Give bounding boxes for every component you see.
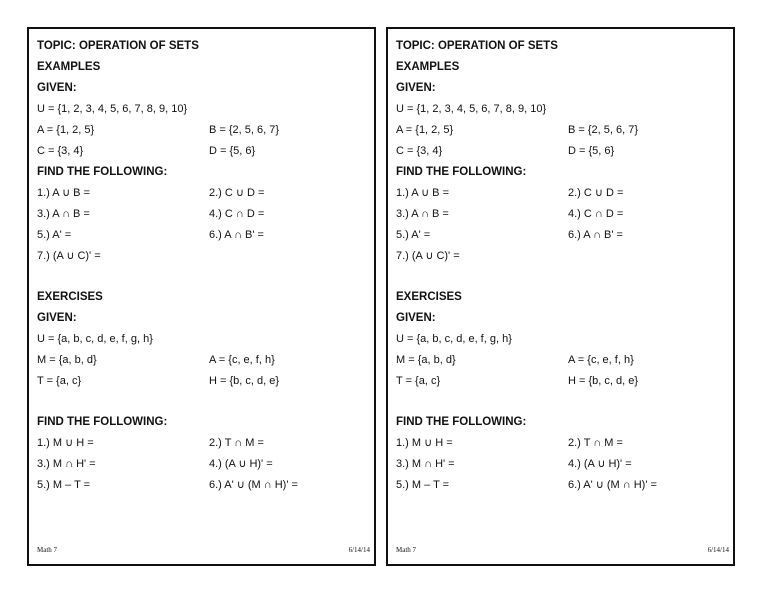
exercise-question: 3.) M ∩ H' = xyxy=(37,458,96,470)
example-question: 7.) (A ∪ C)' = xyxy=(396,250,460,262)
example-question: 5.) A' = xyxy=(37,229,72,241)
example-question: 6.) A ∩ B' = xyxy=(209,229,264,241)
page-left xyxy=(27,27,376,566)
example-question-row xyxy=(37,246,366,267)
find-label: FIND THE FOLLOWING: xyxy=(37,416,168,428)
exercise-question: 2.) T ∩ M = xyxy=(568,437,623,449)
exercise-universe: U = {a, b, c, d, e, f, g, h} xyxy=(37,333,153,345)
exercises-heading: EXERCISES xyxy=(37,291,103,303)
page-content xyxy=(396,36,725,496)
exercise-question: 1.) M ∪ H = xyxy=(37,437,94,449)
footer-course: Math 7 xyxy=(396,546,417,554)
footer-course: Math 7 xyxy=(37,546,58,554)
spacer xyxy=(396,392,725,412)
exercise-question: 4.) (A ∪ H)' = xyxy=(568,458,632,470)
exercise-set-row xyxy=(396,350,725,371)
example-set-row xyxy=(37,141,366,162)
example-question: 5.) A' = xyxy=(396,229,431,241)
example-question-row xyxy=(396,246,725,267)
page-footer xyxy=(37,546,370,554)
exercise-set: M = {a, b, d} xyxy=(37,354,97,366)
exercise-set-row xyxy=(37,350,366,371)
footer-date: 6/14/14 xyxy=(707,546,729,554)
example-question-row xyxy=(37,225,366,246)
spacer xyxy=(37,267,366,287)
exercise-set: H = {b, c, d, e} xyxy=(568,375,639,387)
footer-date: 6/14/14 xyxy=(348,546,370,554)
example-set: D = {5, 6} xyxy=(209,145,256,157)
example-set: A = {1, 2, 5} xyxy=(37,124,95,136)
examples-heading: EXAMPLES xyxy=(396,61,460,73)
find-label: FIND THE FOLLOWING: xyxy=(396,416,527,428)
example-set-row xyxy=(37,120,366,141)
example-universe: U = {1, 2, 3, 4, 5, 6, 7, 8, 9, 10} xyxy=(37,103,188,115)
example-set: C = {3, 4} xyxy=(396,145,443,157)
given-label: GIVEN: xyxy=(37,312,77,324)
exercise-question: 5.) M – T = xyxy=(396,479,450,491)
example-question: 6.) A ∩ B' = xyxy=(568,229,623,241)
example-question-row xyxy=(396,204,725,225)
example-set: D = {5, 6} xyxy=(568,145,615,157)
find-label: FIND THE FOLLOWING: xyxy=(37,166,168,178)
page-right xyxy=(386,27,735,566)
exercise-set-row xyxy=(396,371,725,392)
exercise-set: T = {a, c} xyxy=(37,375,82,387)
exercise-question-row xyxy=(37,475,366,496)
exercise-question: 4.) (A ∪ H)' = xyxy=(209,458,273,470)
example-set: B = {2, 5, 6, 7} xyxy=(209,124,280,136)
example-question: 4.) C ∩ D = xyxy=(568,208,624,220)
example-set: B = {2, 5, 6, 7} xyxy=(568,124,639,136)
exercise-set: H = {b, c, d, e} xyxy=(209,375,280,387)
example-question: 2.) C ∪ D = xyxy=(209,187,265,199)
example-question: 3.) A ∩ B = xyxy=(396,208,449,220)
exercise-question-row xyxy=(37,433,366,454)
example-question-row xyxy=(37,204,366,225)
exercise-set: A = {c, e, f, h} xyxy=(209,354,275,366)
exercise-question-row xyxy=(37,454,366,475)
exercise-set: A = {c, e, f, h} xyxy=(568,354,634,366)
exercise-set-row xyxy=(37,371,366,392)
page-content xyxy=(37,36,366,496)
example-question: 2.) C ∪ D = xyxy=(568,187,624,199)
exercise-set: M = {a, b, d} xyxy=(396,354,456,366)
exercise-question: 2.) T ∩ M = xyxy=(209,437,264,449)
given-label: GIVEN: xyxy=(396,312,436,324)
exercise-universe: U = {a, b, c, d, e, f, g, h} xyxy=(396,333,512,345)
spacer xyxy=(37,392,366,412)
example-question: 4.) C ∩ D = xyxy=(209,208,265,220)
exercise-question: 6.) A' ∪ (M ∩ H)' = xyxy=(568,479,657,491)
exercise-question: 3.) M ∩ H' = xyxy=(396,458,455,470)
page-footer xyxy=(396,546,729,554)
example-question-row xyxy=(396,225,725,246)
exercise-question: 5.) M – T = xyxy=(37,479,91,491)
example-question: 7.) (A ∪ C)' = xyxy=(37,250,101,262)
exercise-set: T = {a, c} xyxy=(396,375,441,387)
exercise-question: 1.) M ∪ H = xyxy=(396,437,453,449)
topic-title: TOPIC: OPERATION OF SETS xyxy=(37,40,199,52)
given-label: GIVEN: xyxy=(37,82,77,94)
example-question: 1.) A ∪ B = xyxy=(396,187,449,199)
example-question: 1.) A ∪ B = xyxy=(37,187,90,199)
spacer xyxy=(396,267,725,287)
example-set: C = {3, 4} xyxy=(37,145,84,157)
examples-heading: EXAMPLES xyxy=(37,61,101,73)
exercise-question-row xyxy=(396,454,725,475)
exercise-question-row xyxy=(396,433,725,454)
topic-title: TOPIC: OPERATION OF SETS xyxy=(396,40,558,52)
example-universe: U = {1, 2, 3, 4, 5, 6, 7, 8, 9, 10} xyxy=(396,103,547,115)
example-set-row xyxy=(396,120,725,141)
exercise-question-row xyxy=(396,475,725,496)
exercises-heading: EXERCISES xyxy=(396,291,462,303)
example-question: 3.) A ∩ B = xyxy=(37,208,90,220)
find-label: FIND THE FOLLOWING: xyxy=(396,166,527,178)
example-set-row xyxy=(396,141,725,162)
example-question-row xyxy=(37,183,366,204)
given-label: GIVEN: xyxy=(396,82,436,94)
example-set: A = {1, 2, 5} xyxy=(396,124,454,136)
exercise-question: 6.) A' ∪ (M ∩ H)' = xyxy=(209,479,298,491)
example-question-row xyxy=(396,183,725,204)
